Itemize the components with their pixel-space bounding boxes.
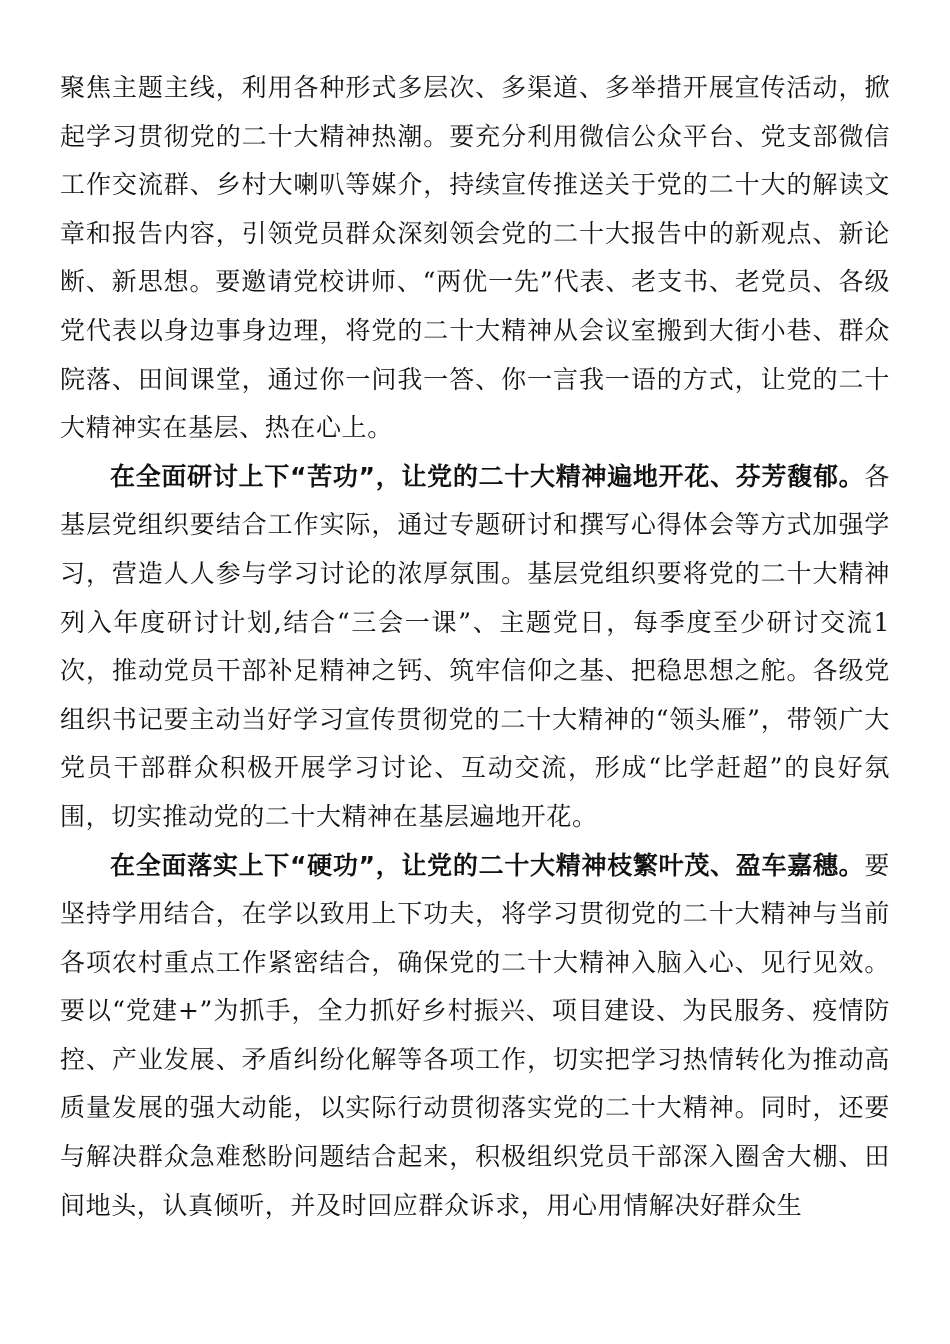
- paragraph-implementation: [60, 842, 890, 1231]
- section-heading: 在全面落实上下“硬功”，让党的二十大精神枝繁叶茂、盈车嘉穗。: [110, 850, 865, 880]
- paragraph-publicity: [60, 64, 890, 453]
- paragraph-body: 各基层党组织要结合工作实际，通过专题研讨和撰写心得体会等方式加强学习，营造人人参与学习讨论的浓厚氛围。基层党组织要将党的二十大精神列入年度研讨计划,结合“三会一课”、主题党日，每季度至少研讨交流1次，推动党员干部补足精神之钙、筑牢信仰之基、把稳思想之舵。各级党组织书记要主动当好学习宣传贯彻党的二十大精神的“领头雁”，带领广大党员干部群众积极开展学习讨论、互动交流，形成“比学赶超”的良好氛围，切实推动党的二十大精神在基层遍地开花。: [60, 461, 890, 831]
- paragraph-body: 聚焦主题主线，利用各种形式多层次、多渠道、多举措开展宣传活动，掀起学习贯彻党的二十大精神热潮。要充分利用微信公众平台、党支部微信工作交流群、乡村大喇叭等媒介，持续宣传推送关于党的二十大的解读文章和报告内容，引领党员群众深刻领会党的二十大报告中的新观点、新论断、新思想。要邀请党校讲师、“两优一先”代表、老支书、老党员、各级党代表以身边事身边理，将党的二十大精神从会议室搬到大街小巷、群众院落、田间课堂，通过你一问我一答、你一言我一语的方式，让党的二十大精神实在基层、热在心上。: [60, 73, 890, 443]
- section-heading: 在全面研讨上下“苦功”，让党的二十大精神遍地开花、芬芳馥郁。: [110, 461, 865, 491]
- document-page: [60, 64, 890, 1230]
- paragraph-body: 要坚持学用结合，在学以致用上下功夫，将学习贯彻党的二十大精神与当前各项农村重点工作紧密结合，确保党的二十大精神入脑入心、见行见效。要以“党建+”为抓手，全力抓好乡村振兴、项目建设、为民服务、疫情防控、产业发展、矛盾纠纷化解等各项工作，切实把学习热情转化为推动高质量发展的强大动能，以实际行动贯彻落实党的二十大精神。同时，还要与解决群众急难愁盼问题结合起来，积极组织党员干部深入圈舍大棚、田间地头，认真倾听，并及时回应群众诉求，用心用情解决好群众生: [60, 850, 890, 1220]
- paragraph-discussion: [60, 453, 890, 842]
